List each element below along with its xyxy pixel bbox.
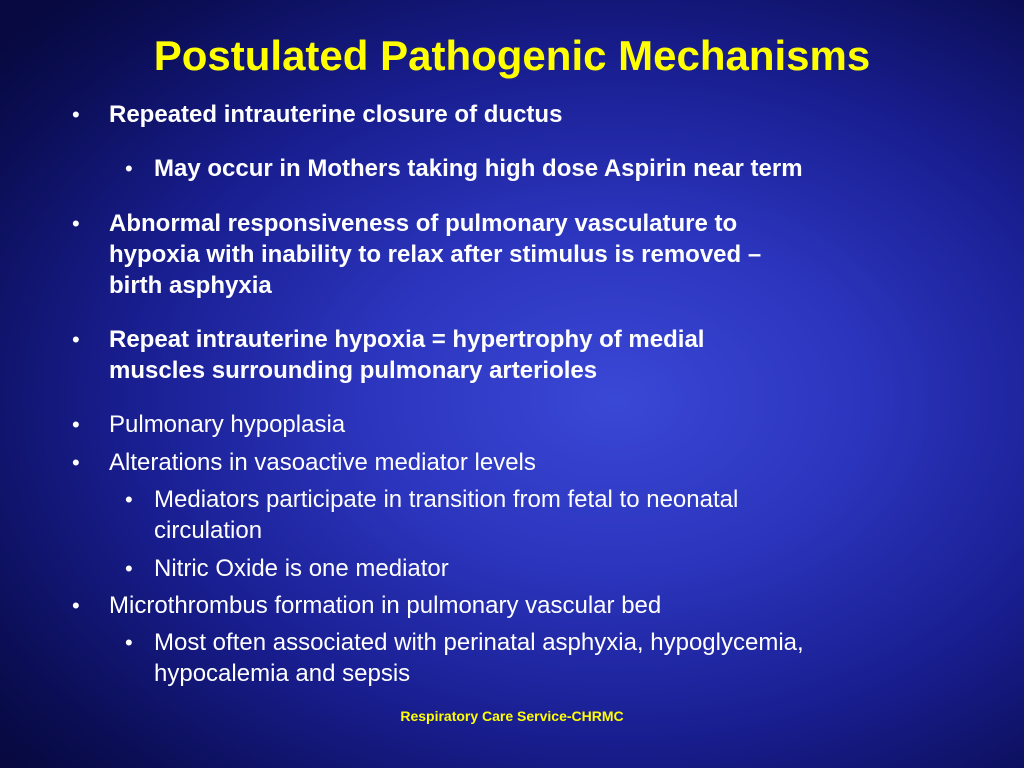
bullet-marker: •	[72, 211, 80, 236]
sub-bullet-text: Most often associated with perinatal asphyxia, hypoglycemia,	[154, 629, 804, 656]
bullet-marker: •	[72, 412, 80, 437]
bullet-marker: •	[72, 327, 80, 352]
sub-bullet-text: Mediators participate in transition from fetal to neonatal	[154, 486, 739, 513]
sub-bullet-text: May occur in Mothers taking high dose Aspirin near term	[154, 155, 803, 182]
sub-bullet-text: hypocalemia and sepsis	[154, 660, 411, 687]
slide-footer: Respiratory Care Service-CHRMC	[400, 708, 624, 724]
sub-bullet-marker: •	[125, 556, 133, 581]
bullet-text: Alterations in vasoactive mediator levels	[109, 449, 536, 476]
bullet-text: hypoxia with inability to relax after stimulus is removed –	[109, 241, 762, 268]
sub-bullet-marker: •	[125, 156, 133, 181]
sub-bullet-text: circulation	[154, 517, 263, 544]
sub-bullet-marker: •	[125, 487, 133, 512]
bullet-text: birth asphyxia	[109, 272, 272, 299]
bullet-text: Microthrombus formation in pulmonary vascular bed	[109, 592, 662, 619]
bullet-marker: •	[72, 102, 80, 127]
sub-bullet-text: Nitric Oxide is one mediator	[154, 555, 449, 582]
bullet-text: Abnormal responsiveness of pulmonary vasculature to	[109, 210, 738, 237]
bullet-text: Repeat intrauterine hypoxia = hypertrophy of medial	[109, 326, 705, 353]
bullet-marker: •	[72, 593, 80, 618]
bullet-text: Pulmonary hypoplasia	[109, 411, 346, 438]
bullet-text: muscles surrounding pulmonary arterioles	[109, 357, 598, 384]
bullet-text: Repeated intrauterine closure of ductus	[109, 101, 563, 128]
sub-bullet-marker: •	[125, 630, 133, 655]
bullet-marker: •	[72, 450, 80, 475]
slide-title: Postulated Pathogenic Mechanisms	[153, 32, 871, 79]
